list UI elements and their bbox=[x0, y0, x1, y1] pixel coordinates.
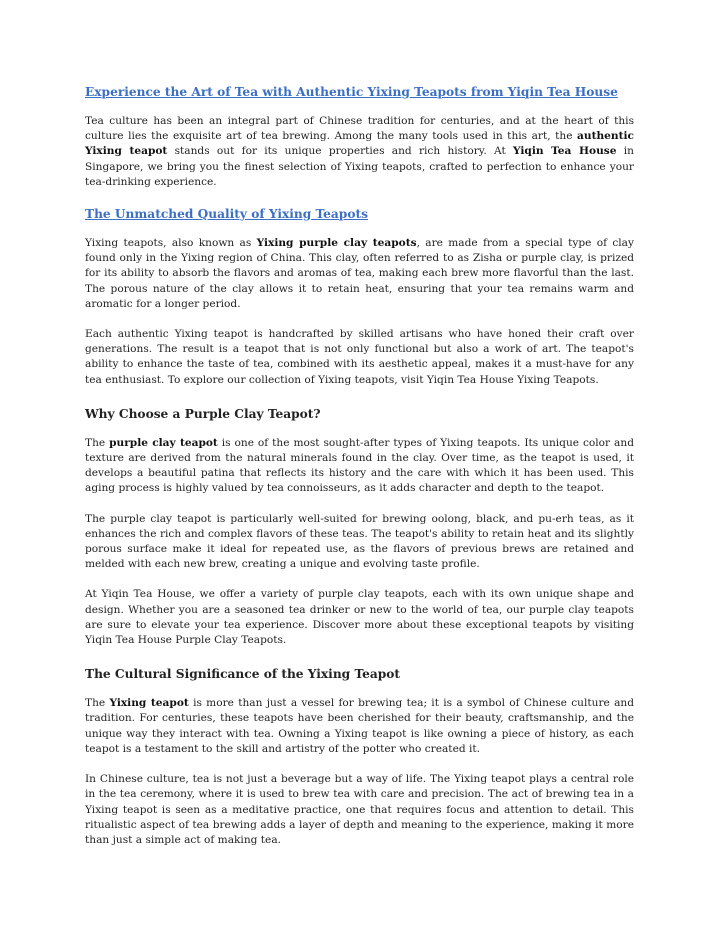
intro-paragraph bbox=[85, 114, 634, 190]
section1-p1-bold-1: Yixing purple clay teapots bbox=[256, 237, 417, 250]
section2-p1-text-1: The bbox=[85, 436, 110, 449]
section3-p1-text-1: The bbox=[85, 697, 110, 710]
section2-paragraph-3: At Yiqin Tea House, we offer a variety of purple clay teapots, each with its own unique shape and design. Whether you are a seasoned tea drinker or new to the world of tea, our purple clay teapots are sure to elevate your tea experience. Discover more about these exceptional teapots by visiting Yiqin Tea House Purple Clay Teapots. bbox=[85, 588, 634, 647]
section2-paragraph-1 bbox=[85, 436, 634, 497]
page-title-link[interactable]: Experience the Art of Tea with Authentic Yixing Teapots from Yiqin Tea House bbox=[85, 85, 618, 99]
section3-p1-bold-1: Yixing teapot bbox=[109, 697, 189, 710]
section3-p1-text-2: is more than just a vessel for brewing tea; it is a symbol of Chinese culture and tradition. For centuries, these teapots have been cherished for their beauty, craftsmanship, and the unique way they interact with tea. Owning a Yixing teapot is like owning a piece of history, as each teapot is a testament to the skill and artistry of the potter who created it. bbox=[85, 697, 635, 755]
section3-paragraph-1 bbox=[85, 696, 634, 757]
section2-p1-bold-1: purple clay teapot bbox=[109, 436, 218, 449]
section2-paragraph-2: The purple clay teapot is particularly well-suited for brewing oolong, black, and pu-erh teas, as it enhances the rich and complex flavors of these teas. The teapot's ability to retain heat and its slightly porous surface make it ideal for repeated use, as the flavors of previous brews are retained and melded with each new brew, creating a unique and evolving taste profile. bbox=[85, 512, 634, 571]
intro-bold-2: Yiqin Tea House bbox=[513, 145, 617, 158]
intro-text-1: Tea culture has been an integral part of Chinese tradition for centuries, and at the heart of this culture lies the exquisite art of tea brewing. Among the many tools used in this art, the bbox=[85, 115, 634, 143]
section1-heading-link[interactable]: The Unmatched Quality of Yixing Teapots bbox=[85, 207, 368, 222]
section1-paragraph-1 bbox=[85, 236, 634, 312]
intro-text-2: stands out for its unique properties and rich history. At bbox=[167, 145, 514, 158]
intro-bold-1: authentic Yixing teapot bbox=[85, 130, 634, 158]
section1-p1-text-2: , are made from a special type of clay found only in the Yixing region of China. This clay, often referred to as Zisha or purple clay, is prized for its ability to absorb the flavors and aromas of tea, making each brew more flavorful than the last. The porous nature of the clay allows it to retain heat, ensuring that your tea remains warm and aromatic for a longer period. bbox=[85, 237, 634, 310]
section3-heading: The Cultural Significance of the Yixing Teapot bbox=[85, 667, 401, 682]
section1-paragraph-2: Each authentic Yixing teapot is handcrafted by skilled artisans who have honed their craft over generations. The result is a teapot that is not only functional but also a work of art. The teapot's ability to enhance the taste of tea, combined with its aesthetic appeal, makes it a must-have for any tea enthusiast. To explore our collection of Yixing teapots, visit Yiqin Tea House Yixing Teapots. bbox=[85, 328, 634, 386]
section1-p1-text-1: Yixing teapots, also known as bbox=[85, 237, 257, 250]
intro-text-3: in Singapore, we bring you the finest selection of Yixing teapots, crafted to perfection to enhance your tea-drinking experience. bbox=[85, 145, 634, 188]
section2-heading: Why Choose a Purple Clay Teapot? bbox=[85, 406, 321, 421]
section2-p1-text-2: is one of the most sought-after types of Yixing teapots. Its unique color and texture are derived from the natural minerals found in the clay. Over time, as the teapot is used, it develops a beautiful patina that reflects its history and the care with which it has been used. This aging process is highly valued by tea connoisseurs, as it adds character and depth to the teapot. bbox=[85, 436, 634, 495]
section3-paragraph-2: In Chinese culture, tea is not just a beverage but a way of life. The Yixing teapot plays a central role in the tea ceremony, where it is used to brew tea with care and precision. The act of brewing tea in a Yixing teapot is seen as a meditative practice, one that requires focus and attention to detail. This ritualistic aspect of tea brewing adds a layer of depth and meaning to the experience, making it more than just a simple act of making tea. bbox=[85, 773, 634, 846]
document-body bbox=[85, 84, 634, 848]
